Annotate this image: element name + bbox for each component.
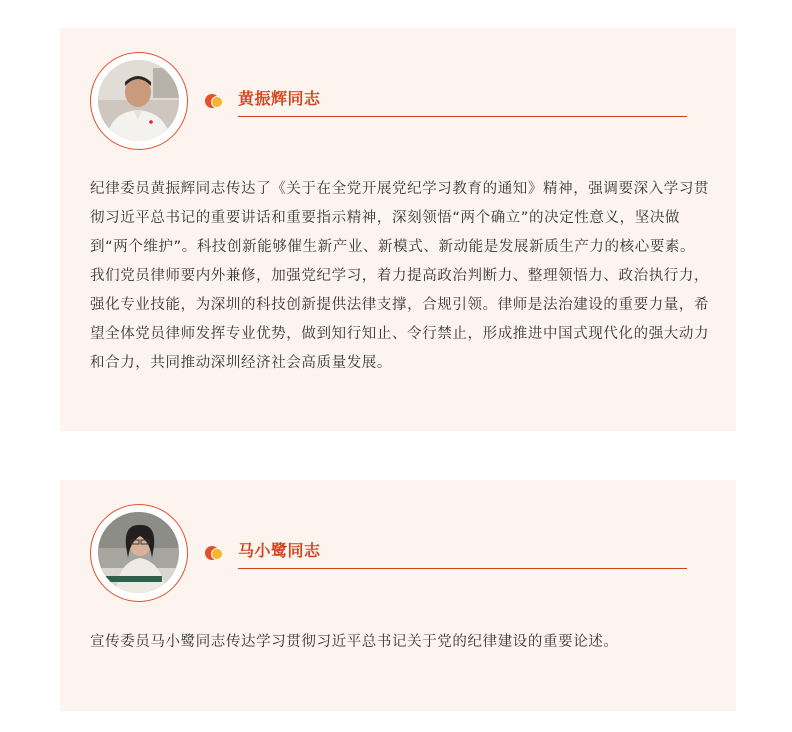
divider	[238, 116, 687, 117]
avatar-ring	[90, 52, 188, 150]
divider	[238, 568, 687, 569]
avatar	[98, 60, 179, 141]
title-marker-icon	[205, 94, 225, 108]
speaker-name: 黄振辉同志	[238, 89, 321, 108]
avatar	[98, 512, 179, 593]
speaker-summary: 宣传委员马小鹭同志传达学习贯彻习近平总书记关于党的纪律建设的重要论述。	[90, 634, 619, 650]
title-marker-icon	[205, 546, 225, 560]
speaker-summary: 纪律委员黄振辉同志传达了《关于在全党开展党纪学习教育的通知》精神，强调要深入学习贯彻习近平总书记的重要讲话和重要指示精神，深刻领悟“两个确立”的决定性意义，坚决做到“两个维护”。科技创新能够催生新产业、新模式、新动能是发展新质生产力的核心要素。我们党员律师要内外兼修，加强党纪学习，着力提高政治判断力、整理领悟力、政治执行力，强化专业技能，为深圳的科技创新提供法律支撑，合规引领。律师是法治建设的重要力量，希望全体党员律师发挥专业优势，做到知行知止、令行禁止，形成推进中国式现代化的强大动力和合力，共同推动深圳经济社会高质量发展。	[90, 181, 710, 371]
avatar-ring	[90, 504, 188, 602]
speaker-card-2	[60, 480, 736, 711]
speaker-card-1	[60, 28, 736, 431]
speaker-name: 马小鹭同志	[238, 541, 321, 560]
